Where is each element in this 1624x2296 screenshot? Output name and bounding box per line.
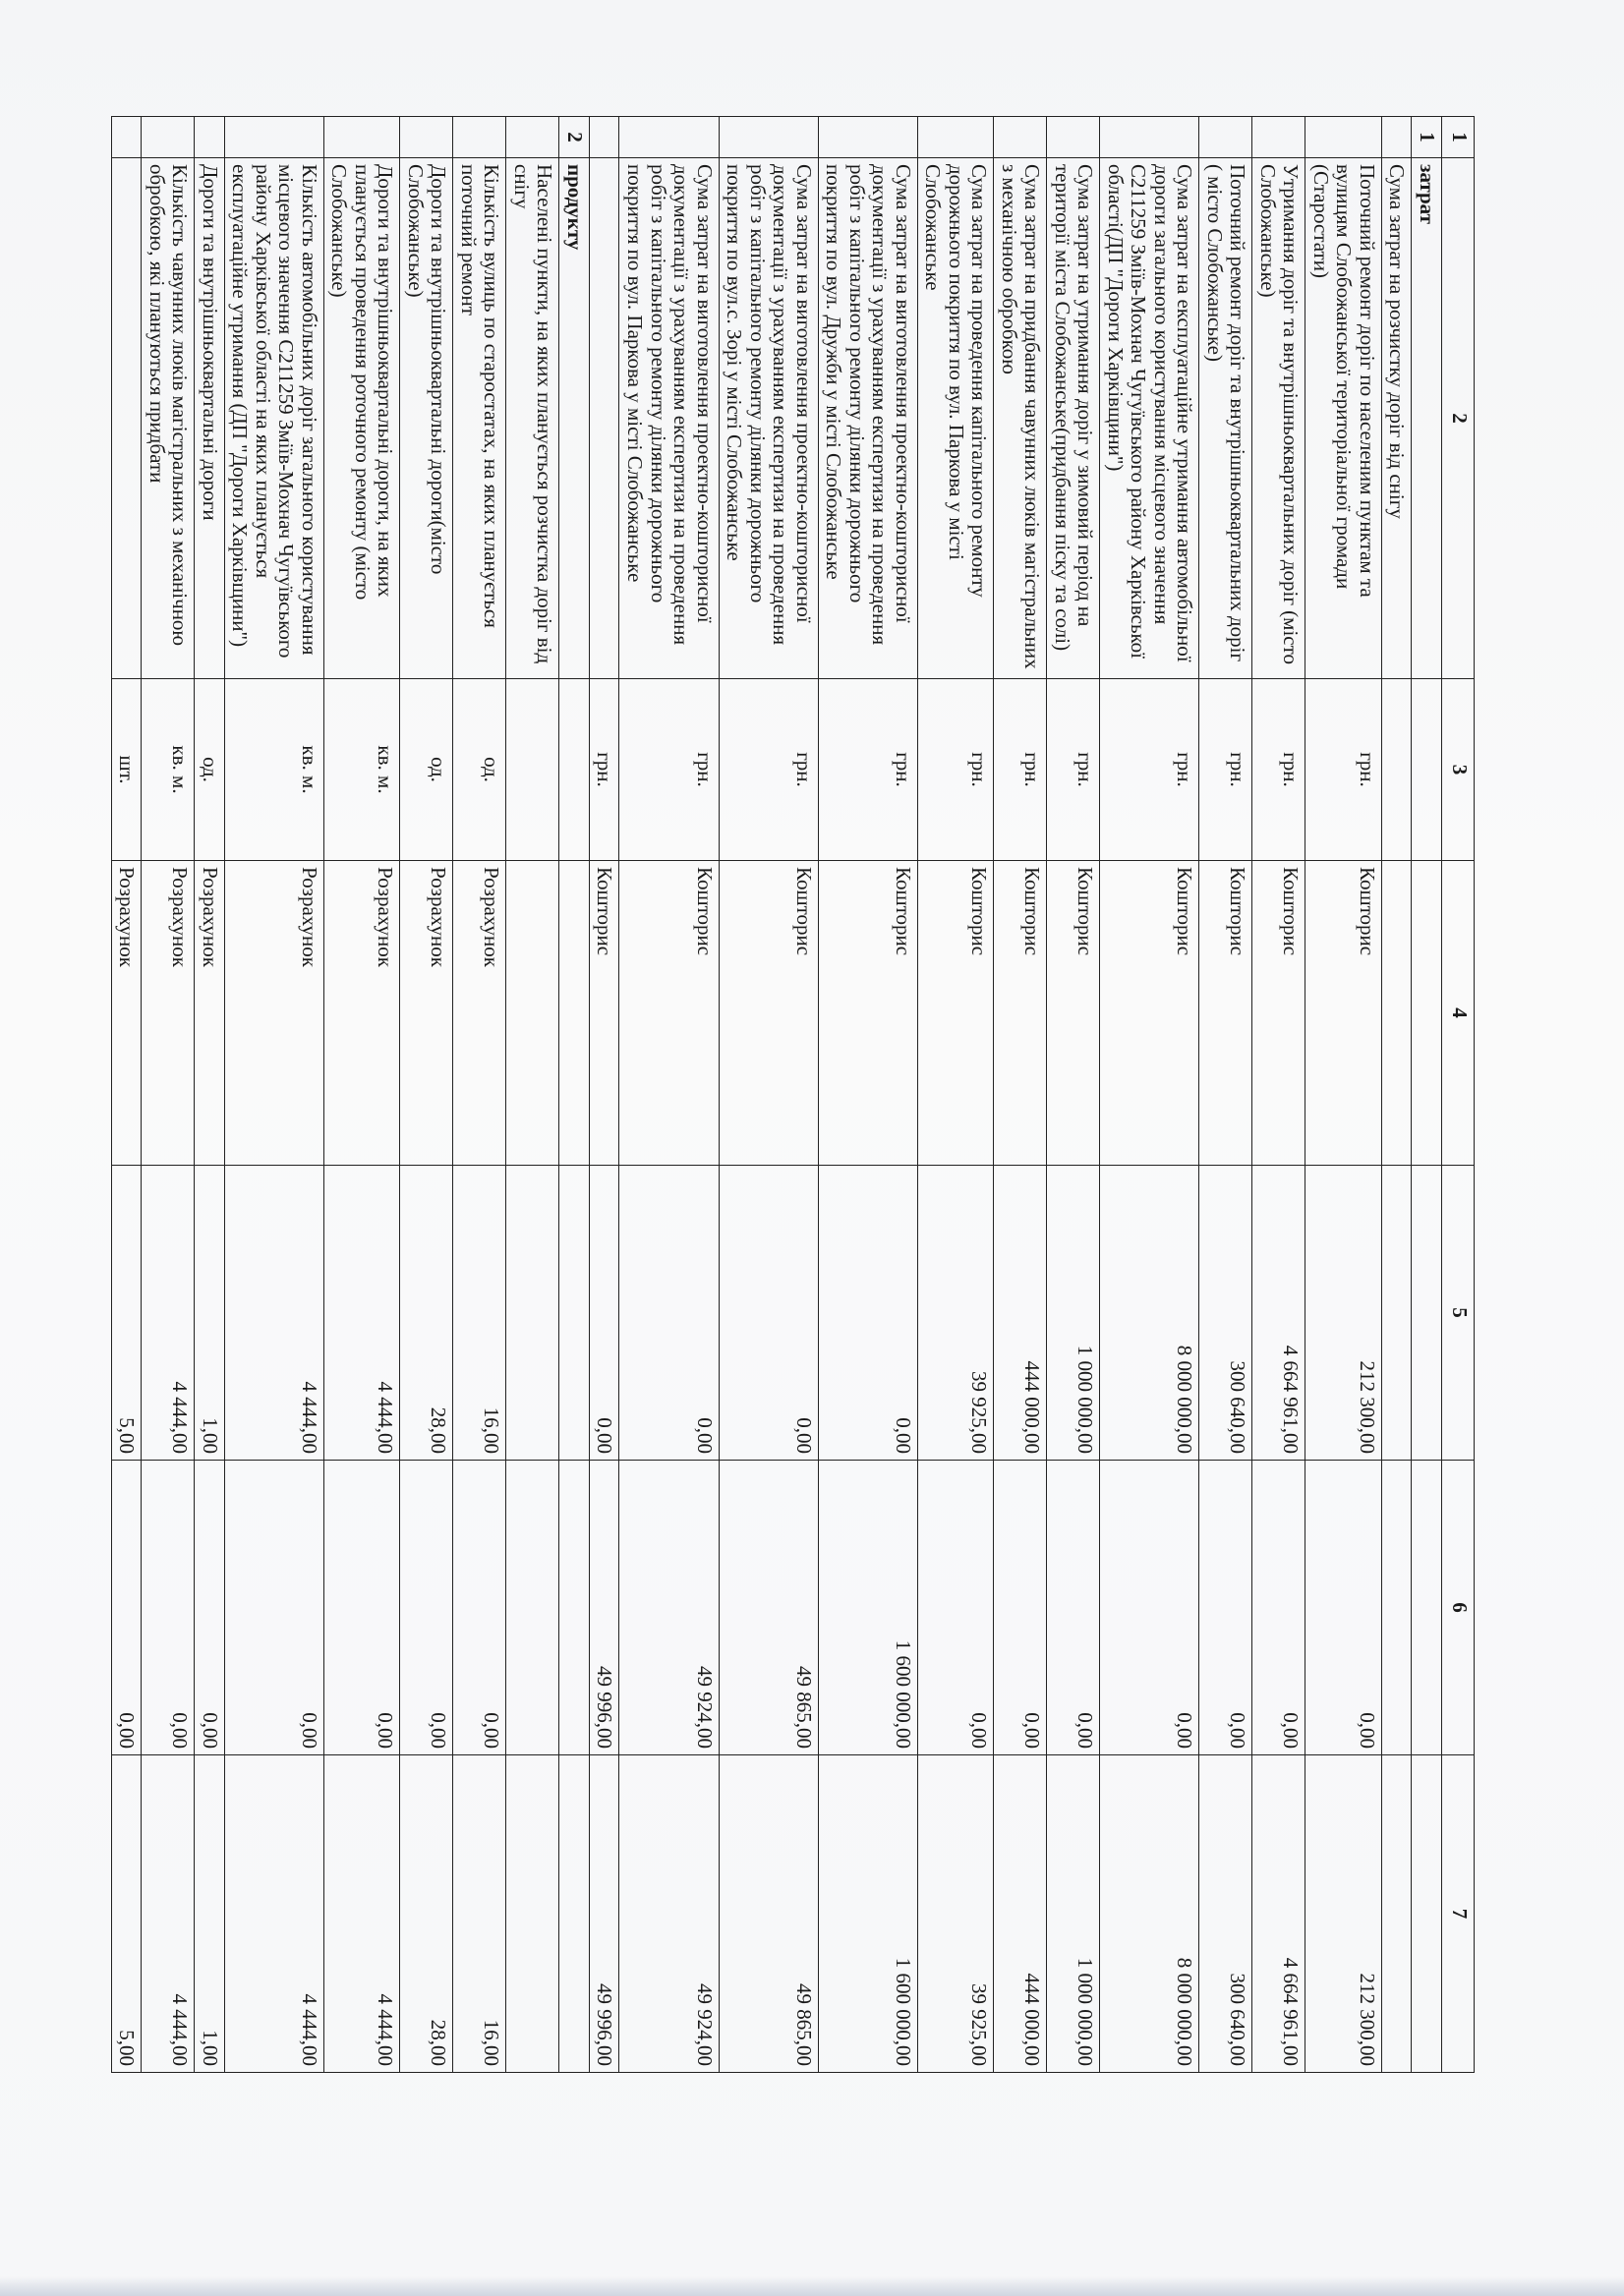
unit-cell: грн. [1199, 679, 1252, 861]
value-col5: 0,00 [589, 1166, 619, 1461]
row-index-cell [1047, 117, 1100, 158]
column-number-row [1442, 117, 1475, 2073]
source-cell [506, 861, 559, 1166]
indicator-name [589, 158, 619, 679]
value-col6: 49 865,00 [719, 1461, 818, 1755]
unit-cell: грн. [719, 679, 818, 861]
value-col5: 4 444,00 [142, 1166, 195, 1461]
section-title: продукту [559, 158, 590, 679]
value-col5: 4 444,00 [323, 1166, 400, 1461]
value-col6: 0,00 [195, 1461, 225, 1755]
unit-cell: грн. [589, 679, 619, 861]
section-empty-cell [1412, 1166, 1442, 1461]
indicator-name: Сума затрат на проведення капітального ремонту дорожнього покриття по вул. Паркова у місті Слобожанське [917, 158, 994, 679]
row-index-cell [589, 117, 619, 158]
value-col6: 0,00 [1252, 1461, 1305, 1755]
value-col7: 4 444,00 [323, 1755, 400, 2073]
value-col5: 444 000,00 [994, 1166, 1047, 1461]
section-number: 1 [1412, 117, 1442, 158]
value-col6: 0,00 [224, 1461, 323, 1755]
value-col7: 49 865,00 [719, 1755, 818, 2073]
indicator-name: Утримання доріг та внутрішньоквартальних доріг (місто Слобожанське) [1252, 158, 1305, 679]
value-col7: 1,00 [195, 1755, 225, 2073]
indicator-name: Сума затрат на виготовлення проектно-кошторисної документації з урахуванням експертизи на проведення робіт з капітального ремонту ділянки дорожнього покриття по вул. Дружби у місті Слобожанське [818, 158, 917, 679]
table-row [994, 117, 1047, 2073]
unit-cell: од. [195, 679, 225, 861]
value-col7 [1381, 1755, 1412, 2073]
value-col7 [506, 1755, 559, 2073]
value-col6: 49 996,00 [589, 1461, 619, 1755]
indicator-name: Сума затрат на виготовлення проектно-кошторисної документації з урахуванням експертизи на проведення робіт з капітального ремонту ділянки дорожнього покриття по вул. Паркова у місті Слобожанське [619, 158, 719, 679]
source-cell: Розрахунок [323, 861, 400, 1166]
table-row [917, 117, 994, 2073]
value-col6: 0,00 [917, 1461, 994, 1755]
row-index-cell [719, 117, 818, 158]
row-index-cell [453, 117, 506, 158]
row-index-cell [111, 117, 142, 158]
table-row [195, 117, 225, 2073]
value-col6: 0,00 [142, 1461, 195, 1755]
unit-cell: од. [400, 679, 453, 861]
unit-cell: грн. [818, 679, 917, 861]
unit-cell: грн. [1047, 679, 1100, 861]
unit-cell: грн. [1252, 679, 1305, 861]
row-index-cell [1381, 117, 1412, 158]
source-cell: Кошторис [818, 861, 917, 1166]
indicator-name: Населені пункти, на яких планується розчистка доріг від снігу [506, 158, 559, 679]
value-col6: 0,00 [453, 1461, 506, 1755]
table-row [1047, 117, 1100, 2073]
indicator-name: Дороги та внутрішньоквартальні дороги, на яких планується проведення роточного ремонту (місто Слобожанське) [323, 158, 400, 679]
col-header-2: 2 [1442, 158, 1475, 679]
value-col5: 300 640,00 [1199, 1166, 1252, 1461]
value-col5: 16,00 [453, 1166, 506, 1461]
section-empty-cell [559, 1461, 590, 1755]
indicator-name: Сума затрат на придбання чавунних люків магістральних з механічною обробкою [994, 158, 1047, 679]
unit-cell: грн. [1305, 679, 1382, 861]
value-col7: 212 300,00 [1305, 1755, 1382, 2073]
value-col5: 28,00 [400, 1166, 453, 1461]
table-row [453, 117, 506, 2073]
section-empty-cell [559, 679, 590, 861]
row-index-cell [323, 117, 400, 158]
row-index-cell [195, 117, 225, 158]
value-col5: 0,00 [719, 1166, 818, 1461]
indicator-name: Кількість вулиць по старостатах, на яких планується поточний ремонт [453, 158, 506, 679]
indicator-name: Сума затрат на розчистку доріг від снігу [1381, 158, 1412, 679]
value-col5: 0,00 [619, 1166, 719, 1461]
unit-cell: кв. м. [323, 679, 400, 861]
table-row [589, 117, 619, 2073]
value-col6: 0,00 [1199, 1461, 1252, 1755]
table-row [1100, 117, 1199, 2073]
row-index-cell [224, 117, 323, 158]
value-col7: 1 000 000,00 [1047, 1755, 1100, 2073]
row-index-cell [818, 117, 917, 158]
col-header-6: 6 [1442, 1461, 1475, 1755]
value-col5: 1 000 000,00 [1047, 1166, 1100, 1461]
value-col6: 1 600 000,00 [818, 1461, 917, 1755]
source-cell: Кошторис [1305, 861, 1382, 1166]
value-col7: 4 444,00 [142, 1755, 195, 2073]
section-empty-cell [1412, 1755, 1442, 2073]
value-col7: 49 996,00 [589, 1755, 619, 2073]
indicator-name: Кількість чавунних люків магістральних з механічною обробкою, які плануються придбати [142, 158, 195, 679]
section-empty-cell [1412, 1461, 1442, 1755]
value-col7: 444 000,00 [994, 1755, 1047, 2073]
table-row [1252, 117, 1305, 2073]
value-col6: 49 924,00 [619, 1461, 719, 1755]
source-cell: Кошторис [994, 861, 1047, 1166]
source-cell: Кошторис [1252, 861, 1305, 1166]
value-col7: 28,00 [400, 1755, 453, 2073]
value-col6: 0,00 [111, 1461, 142, 1755]
section-empty-cell [559, 861, 590, 1166]
indicator-name: Сума затрат на утримання доріг у зимовий період на території міста Слобожанське(придбання піску та солі) [1047, 158, 1100, 679]
unit-cell [506, 679, 559, 861]
indicator-name [111, 158, 142, 679]
value-col5: 4 664 961,00 [1252, 1166, 1305, 1461]
source-cell: Кошторис [719, 861, 818, 1166]
table-row [111, 117, 142, 2073]
table-row [818, 117, 917, 2073]
unit-cell: грн. [994, 679, 1047, 861]
row-index-cell [994, 117, 1047, 158]
row-index-cell [1100, 117, 1199, 158]
indicator-name: Дороги та внутрішньоквартальні дороги [195, 158, 225, 679]
row-index-cell [619, 117, 719, 158]
table-row [1381, 117, 1412, 2073]
row-index-cell [1252, 117, 1305, 158]
section-row [1412, 117, 1442, 2073]
value-col6: 0,00 [400, 1461, 453, 1755]
scan-shadow [0, 2276, 1624, 2296]
value-col6: 0,00 [1305, 1461, 1382, 1755]
unit-cell: грн. [619, 679, 719, 861]
col-header-5: 5 [1442, 1166, 1475, 1461]
value-col5 [1381, 1166, 1412, 1461]
table-row [323, 117, 400, 2073]
table-row [506, 117, 559, 2073]
unit-cell: шт. [111, 679, 142, 861]
value-col5: 8 000 000,00 [1100, 1166, 1199, 1461]
row-index-cell [917, 117, 994, 158]
source-cell: Розрахунок [400, 861, 453, 1166]
section-title: затрат [1412, 158, 1442, 679]
col-header-1: 1 [1442, 117, 1475, 158]
value-col7: 39 925,00 [917, 1755, 994, 2073]
value-col5: 0,00 [818, 1166, 917, 1461]
row-index-cell [400, 117, 453, 158]
value-col7: 16,00 [453, 1755, 506, 2073]
source-cell: Кошторис [619, 861, 719, 1166]
table-row [1305, 117, 1382, 2073]
value-col7: 300 640,00 [1199, 1755, 1252, 2073]
table-row [619, 117, 719, 2073]
col-header-3: 3 [1442, 679, 1475, 861]
value-col6: 0,00 [1047, 1461, 1100, 1755]
indicator-name: Сума затрат на експлуатаційне утримання автомобільної дороги загального користування місцевого значення С211259 Зміїв-Мохнач Чугуївського району Харківської області(ДП "Дороги Харківщини") [1100, 158, 1199, 679]
indicator-name: Поточний ремонт доріг по населеним пунктам та вулицям Слобожанської територіальної громади (Старостати) [1305, 158, 1382, 679]
value-col6: 0,00 [994, 1461, 1047, 1755]
value-col7: 5,00 [111, 1755, 142, 2073]
source-cell: Розрахунок [111, 861, 142, 1166]
source-cell: Кошторис [1199, 861, 1252, 1166]
source-cell: Кошторис [917, 861, 994, 1166]
unit-cell: грн. [1100, 679, 1199, 861]
unit-cell: кв. м. [142, 679, 195, 861]
table-row [400, 117, 453, 2073]
indicator-name: Сума затрат на виготовлення проектно-кошторисної документації з урахуванням експертизи на проведення робіт з капітального ремонту ділянки дорожнього покриття по вул.с. Зорі у місті Слобожанське [719, 158, 818, 679]
col-header-7: 7 [1442, 1755, 1475, 2073]
table-row [224, 117, 323, 2073]
row-index-cell [1199, 117, 1252, 158]
unit-cell: од. [453, 679, 506, 861]
value-col5: 5,00 [111, 1166, 142, 1461]
indicator-name: Дороги та внутрішньоквартальні дороги(місто Слобожанське) [400, 158, 453, 679]
row-index-cell [142, 117, 195, 158]
value-col7: 8 000 000,00 [1100, 1755, 1199, 2073]
section-number: 2 [559, 117, 590, 158]
value-col6: 0,00 [1100, 1461, 1199, 1755]
section-row [559, 117, 590, 2073]
value-col5 [506, 1166, 559, 1461]
value-col7: 4 664 961,00 [1252, 1755, 1305, 2073]
indicator-name: Поточний ремонт доріг та внутрішньоквартальних доріг ( місто Слобожанське) [1199, 158, 1252, 679]
value-col5: 39 925,00 [917, 1166, 994, 1461]
row-index-cell [506, 117, 559, 158]
value-col7: 4 444,00 [224, 1755, 323, 2073]
unit-cell: кв. м. [224, 679, 323, 861]
table-row [719, 117, 818, 2073]
value-col6 [1381, 1461, 1412, 1755]
value-col6: 0,00 [323, 1461, 400, 1755]
value-col5: 1,00 [195, 1166, 225, 1461]
source-cell: Розрахунок [142, 861, 195, 1166]
section-empty-cell [1412, 679, 1442, 861]
value-col7: 1 600 000,00 [818, 1755, 917, 2073]
source-cell: Розрахунок [453, 861, 506, 1166]
table-row [142, 117, 195, 2073]
source-cell: Розрахунок [195, 861, 225, 1166]
source-cell: Розрахунок [224, 861, 323, 1166]
row-index-cell [1305, 117, 1382, 158]
section-empty-cell [559, 1755, 590, 2073]
value-col7: 49 924,00 [619, 1755, 719, 2073]
col-header-4: 4 [1442, 861, 1475, 1166]
section-empty-cell [559, 1166, 590, 1461]
value-col6 [506, 1461, 559, 1755]
indicators-table [111, 116, 1475, 2073]
source-cell [1381, 861, 1412, 1166]
indicator-name: Кількість автомобільних доріг загального користування місцевого значення С211259 Зміїв-Мохнач Чугуївського району Харківської області на яких планується експлуатаційне утримання (ДП "Дороги Харківщини") [224, 158, 323, 679]
source-cell: Кошторис [1100, 861, 1199, 1166]
rotated-document [115, 116, 1475, 2072]
unit-cell [1381, 679, 1412, 861]
source-cell: Кошторис [589, 861, 619, 1166]
value-col5: 4 444,00 [224, 1166, 323, 1461]
value-col5: 212 300,00 [1305, 1166, 1382, 1461]
table-row [1199, 117, 1252, 2073]
source-cell: Кошторис [1047, 861, 1100, 1166]
section-empty-cell [1412, 861, 1442, 1166]
unit-cell: грн. [917, 679, 994, 861]
